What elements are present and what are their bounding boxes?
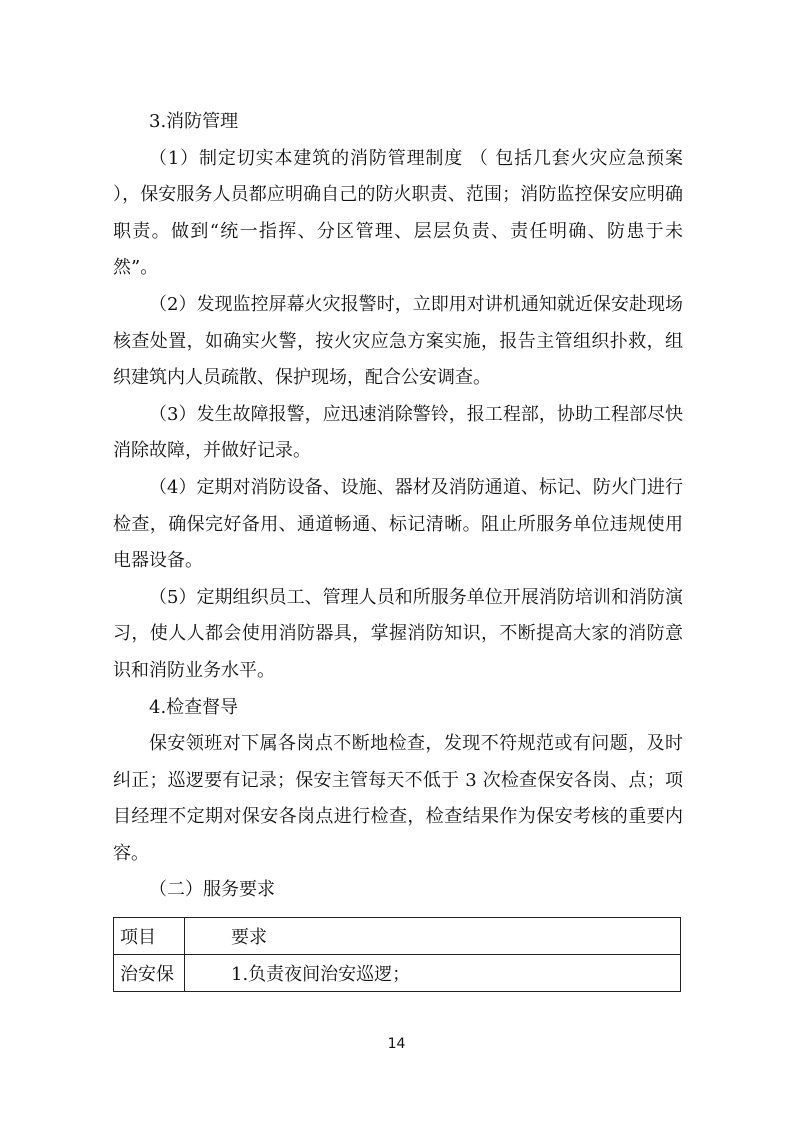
inspection-paragraph: 保安领班对下属各岗点不断地检查，发现不符规范或有问题，及时纠正；巡逻要有记录；保安主管每天不低于 3 次检查保安各岗、点；项目经理不定期对保安各岗点进行检查，检查结果作为保安考核的重要内容。 xyxy=(113,733,683,864)
table-row xyxy=(114,955,681,992)
fire-item-3: （3）发生故障报警，应迅速消除警铃，报工程部，协助工程部尽快消除故障，并做好记录。 xyxy=(113,403,683,462)
fire-item-2: （2）发现监控屏幕火灾报警时，立即用对讲机通知就近保安赴现场核查处置，如确实火警，按火灾应急方案实施，报告主管组织扑救，组织建筑内人员疏散、保护现场，配合公安调查。 xyxy=(113,293,683,389)
table-cell-requirement: 1.负责夜间治安巡逻； xyxy=(185,955,681,992)
fire-item-4: （4）定期对消防设备、设施、器材及消防通道、标记、防火门进行检查，确保完好备用、通道畅通、标记清晰。阻止所服务单位违规使用电器设备。 xyxy=(113,476,683,572)
section-heading-fire-management: 3.消防管理 xyxy=(149,111,239,132)
table-header-row xyxy=(114,918,681,955)
fire-item-1: （1）制定切实本建筑的消防管理制度 （ 包括几套火灾应急预案 ），保安服务人员都应明确自己的防火职责、范围；消防监控保安应明确职责。做到“统一指挥、分区管理、层层负责、责任明确、防患于未然”。 xyxy=(113,147,683,279)
table-cell-item: 治安保 xyxy=(114,955,185,992)
section-heading-inspection: 4.检查督导 xyxy=(149,696,239,718)
requirements-table xyxy=(113,917,681,992)
page-number: 14 xyxy=(387,1036,406,1052)
document-body xyxy=(113,104,683,909)
table-header-requirement: 要求 xyxy=(185,918,681,955)
subsection-heading-service-requirements: （二）服务要求 xyxy=(149,879,275,901)
table-header-item: 项目 xyxy=(114,918,185,955)
fire-item-5: （5）定期组织员工、管理人员和所服务单位开展消防培训和消防演习，使人人都会使用消防器具，掌握消防知识，不断提高大家的消防意识和消防业务水平。 xyxy=(113,586,683,681)
